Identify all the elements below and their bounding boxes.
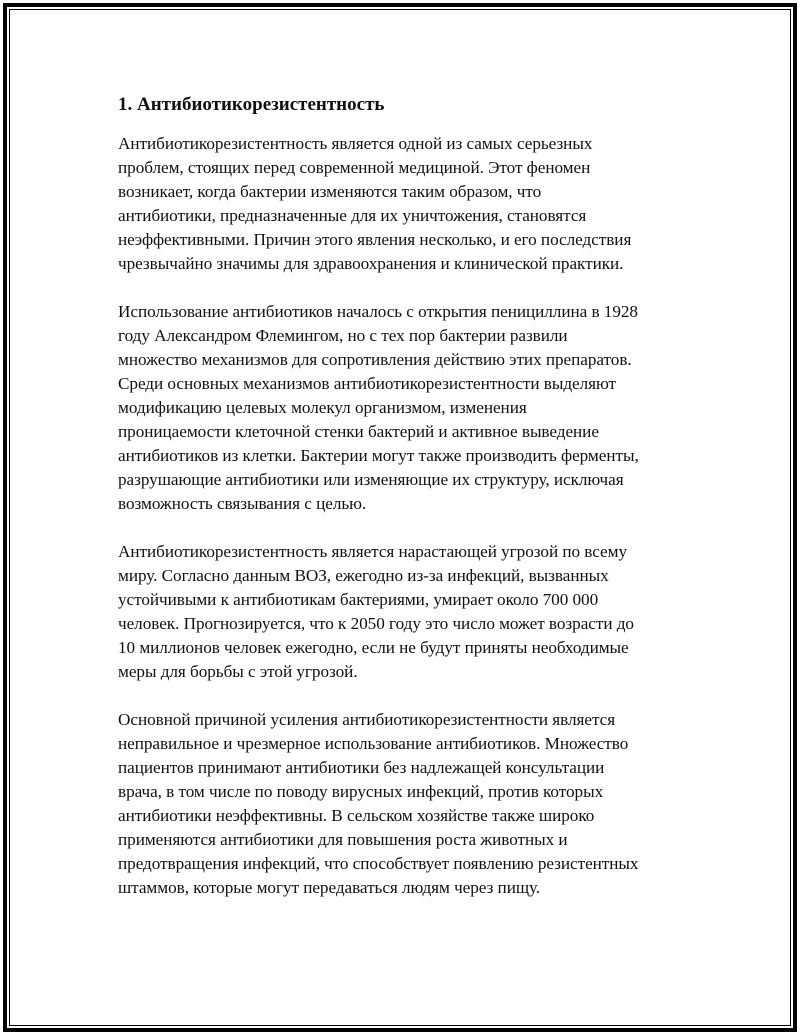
text-line: меры для борьбы с этой угрозой.	[118, 662, 358, 681]
text-line: человек. Прогнозируется, что к 2050 году это число может возрасти до	[118, 614, 634, 633]
text-line: проблем, стоящих перед современной медициной. Этот феномен	[118, 158, 591, 177]
text-line: возможность связывания с целью.	[118, 494, 367, 513]
text-line: году Александром Флемингом, но с тех пор бактерии развили	[118, 326, 568, 345]
text-line: чрезвычайно значимы для здравоохранения и клинической практики.	[118, 254, 624, 273]
text-line: врача, в том числе по поводу вирусных инфекций, против которых	[118, 782, 604, 801]
text-line: проницаемости клеточной стенки бактерий и активное выведение	[118, 422, 599, 441]
text-line: Среди основных механизмов антибиотикорезистентности выделяют	[118, 374, 617, 393]
text-line: Антибиотикорезистентность является нарастающей угрозой по всему	[118, 542, 627, 561]
text-line: миру. Согласно данным ВОЗ, ежегодно из-за инфекций, вызванных	[118, 566, 609, 585]
text-line: неправильное и чрезмерное использование антибиотиков. Множество	[118, 734, 629, 753]
paragraph-2	[118, 300, 688, 516]
text-line: Антибиотикорезистентность является одной из самых серьезных	[118, 134, 593, 153]
text-line: модификацию целевых молекул организмом, изменения	[118, 398, 527, 417]
text-line: предотвращения инфекций, что способствует появлению резистентных	[118, 854, 639, 873]
paragraph-4	[118, 708, 688, 900]
text-line: Основной причиной усиления антибиотикорезистентности является	[118, 710, 616, 729]
paragraph-1	[118, 132, 688, 276]
text-line: пациентов принимают антибиотики без надлежащей консультации	[118, 758, 605, 777]
text-line: антибиотики неэффективны. В сельском хозяйстве также широко	[118, 806, 595, 825]
text-line: возникает, когда бактерии изменяются таким образом, что	[118, 182, 542, 201]
paragraph-3	[118, 540, 688, 684]
document-body	[118, 92, 688, 924]
text-line: разрушающие антибиотики или изменяющие их структуру, исключая	[118, 470, 624, 489]
text-line: антибиотиков из клетки. Бактерии могут также производить ферменты,	[118, 446, 639, 465]
text-line: множество механизмов для сопротивления действию этих препаратов.	[118, 350, 632, 369]
text-line: применяются антибиотики для повышения роста животных и	[118, 830, 568, 849]
text-line: неэффективными. Причин этого явления несколько, и его последствия	[118, 230, 632, 249]
text-line: антибиотики, предназначенные для их уничтожения, становятся	[118, 206, 587, 225]
text-line: устойчивыми к антибиотикам бактериями, умирает около 700 000	[118, 590, 599, 609]
text-line: 10 миллионов человек ежегодно, если не будут приняты необходимые	[118, 638, 629, 657]
text-line: штаммов, которые могут передаваться людям через пищу.	[118, 878, 541, 897]
text-line: Использование антибиотиков началось с открытия пенициллина в 1928	[118, 302, 638, 321]
section-heading: 1. Антибиотикорезистентность	[118, 94, 385, 115]
